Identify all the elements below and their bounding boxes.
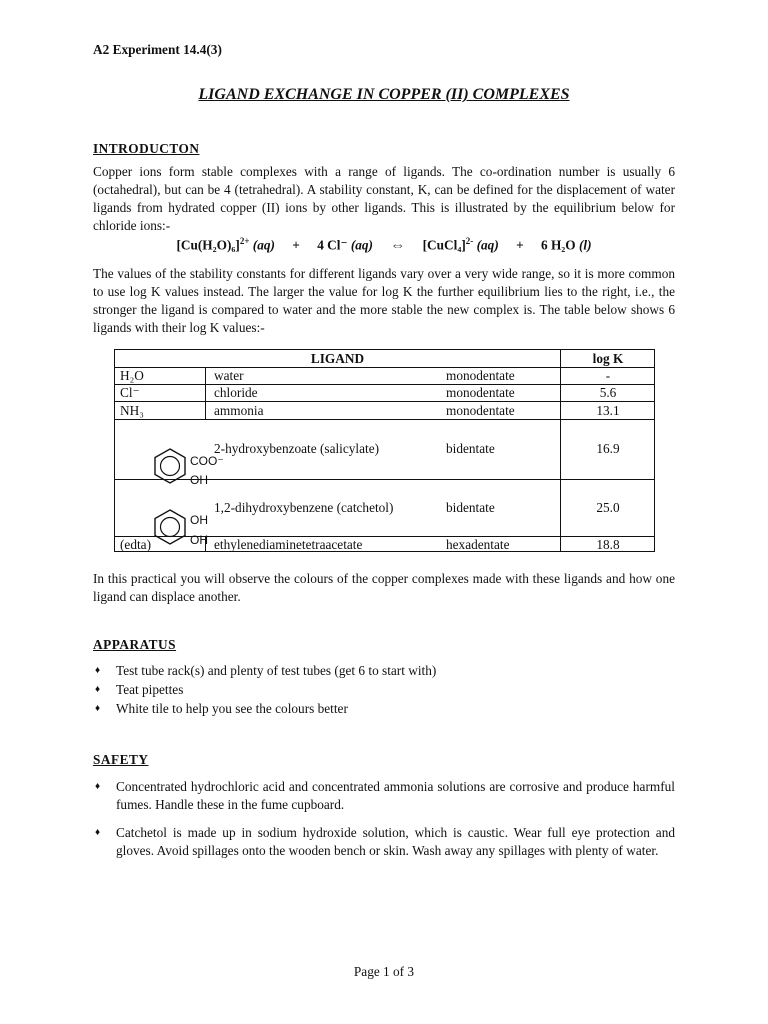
equation-plus-1: + <box>292 237 300 253</box>
row-chloride-logk: 5.6 <box>599 385 617 400</box>
row-chloride-formula: Cl⁻ <box>120 385 140 400</box>
introduction-paragraph: Copper ions form stable complexes with a range of ligands. The co-ordination number is usually 6 (octahedral), but can be 4 (tetrahedral). A stability constant, K, can be defined for the displacement of water ligands from hydrated copper (II) ions by other ligands. This is illustrated by the equilibrium below for chloride ions:- <box>93 164 675 233</box>
ligand-table <box>114 349 655 552</box>
row-salicylate-type: bidentate <box>446 441 495 456</box>
row-ammonia-name: ammonia <box>214 403 264 418</box>
equation-product2: 6 H₂O <box>540 237 576 253</box>
bullet-icon: ♦ <box>95 781 101 792</box>
row-water-formula: H₂O <box>120 368 144 383</box>
row-water-name: water <box>214 368 244 383</box>
catechol-hydroxyl-label-2: OH <box>190 533 208 547</box>
logk-column-header: log K <box>592 351 624 366</box>
apparatus-list <box>93 662 675 718</box>
apparatus-heading: APPARATUS <box>93 637 177 652</box>
row-water-type: monodentate <box>446 368 515 383</box>
ligand-column-header: LIGAND <box>310 351 365 366</box>
row-ammonia-formula: NH₃ <box>120 403 144 418</box>
row-salicylate-logk: 16.9 <box>596 441 620 456</box>
equation-state-2: (aq) <box>350 237 373 253</box>
equation-state-1: (aq) <box>252 237 275 253</box>
row-salicylate-name: 2-hydroxybenzoate (salicylate) <box>214 441 380 456</box>
row-chloride-name: chloride <box>214 385 258 400</box>
row-edta-formula: (edta) <box>120 537 152 552</box>
introduction-heading: INTRODUCTON <box>93 141 200 156</box>
salicylate-hydroxyl-label: OH <box>190 473 208 487</box>
list-item: ♦ Catchetol is made up in sodium hydroxide solution, which is caustic. Wear full eye protection and gloves. Avoid spillages onto the wooden bench or skin. Wash away any spillages with plenty of water. <box>95 825 675 858</box>
row-catechol-name: 1,2-dihydroxybenzene (catchetol) <box>214 500 394 515</box>
salicylate-benzene-ring <box>151 447 189 485</box>
row-ammonia-type: monodentate <box>446 403 515 418</box>
list-item: ♦ White tile to help you see the colours better <box>95 701 348 716</box>
equation-state-3: (aq) <box>476 237 499 253</box>
observation-paragraph: In this practical you will observe the colours of the copper complexes made with these ligands and how one ligand can displace another. <box>93 571 675 604</box>
page-number: Page 1 of 3 <box>353 964 415 979</box>
bullet-icon: ♦ <box>95 665 101 676</box>
equation-state-4: (l) <box>578 237 592 253</box>
row-catechol-type: bidentate <box>446 500 495 515</box>
equation-reactant2: 4 Cl⁻ <box>317 237 348 253</box>
bullet-icon: ♦ <box>95 703 101 714</box>
safety-heading: SAFETY <box>93 752 149 767</box>
bullet-icon: ♦ <box>95 684 101 695</box>
safety-list <box>93 778 675 860</box>
equation-product1-charge: 2- <box>465 236 474 246</box>
list-item: ♦ Test tube rack(s) and plenty of test tubes (get 6 to start with) <box>95 663 437 678</box>
document-title: LIGAND EXCHANGE IN COPPER (II) COMPLEXES <box>198 86 570 103</box>
row-chloride-type: monodentate <box>446 385 515 400</box>
row-ammonia-logk: 13.1 <box>596 403 620 418</box>
salicylate-carboxylate-label: COO⁻ <box>190 454 224 468</box>
list-item: ♦ Concentrated hydrochloric acid and concentrated ammonia solutions are corrosive and produce harmful fumes. Handle these in the fume cupboard. <box>95 779 675 812</box>
catechol-hydroxyl-label-1: OH <box>190 513 208 527</box>
row-edta-logk: 18.8 <box>596 537 620 552</box>
list-item: ♦ Teat pipettes <box>95 682 184 697</box>
row-edta-type: hexadentate <box>446 537 510 552</box>
equation-plus-2: + <box>516 237 524 253</box>
equation-reactant1: [Cu(H₂O)₆] <box>176 237 240 253</box>
equilibrium-equation <box>93 236 675 254</box>
row-edta-name: ethylenediaminetetraacetate <box>214 537 363 552</box>
logk-paragraph: The values of the stability constants for different ligands vary over a very wide range, so it is more common to use log K values instead. The larger the value for log K the further equilibrium lies to the right, i.e., the stronger the ligand is compared to water and the more stable the new complex is. The table below shows 6 ligands with their log K values:- <box>93 266 675 335</box>
bullet-icon: ♦ <box>95 827 101 838</box>
equilibrium-arrow: ⇔ <box>390 237 406 254</box>
equation-reactant1-charge: 2+ <box>239 236 250 246</box>
catechol-benzene-ring <box>151 508 189 546</box>
experiment-header: A2 Experiment 14.4(3) <box>93 42 222 57</box>
equation-product1: [CuCl₄] <box>422 237 466 253</box>
row-water-logk: - <box>605 368 611 383</box>
row-catechol-logk: 25.0 <box>596 500 620 515</box>
